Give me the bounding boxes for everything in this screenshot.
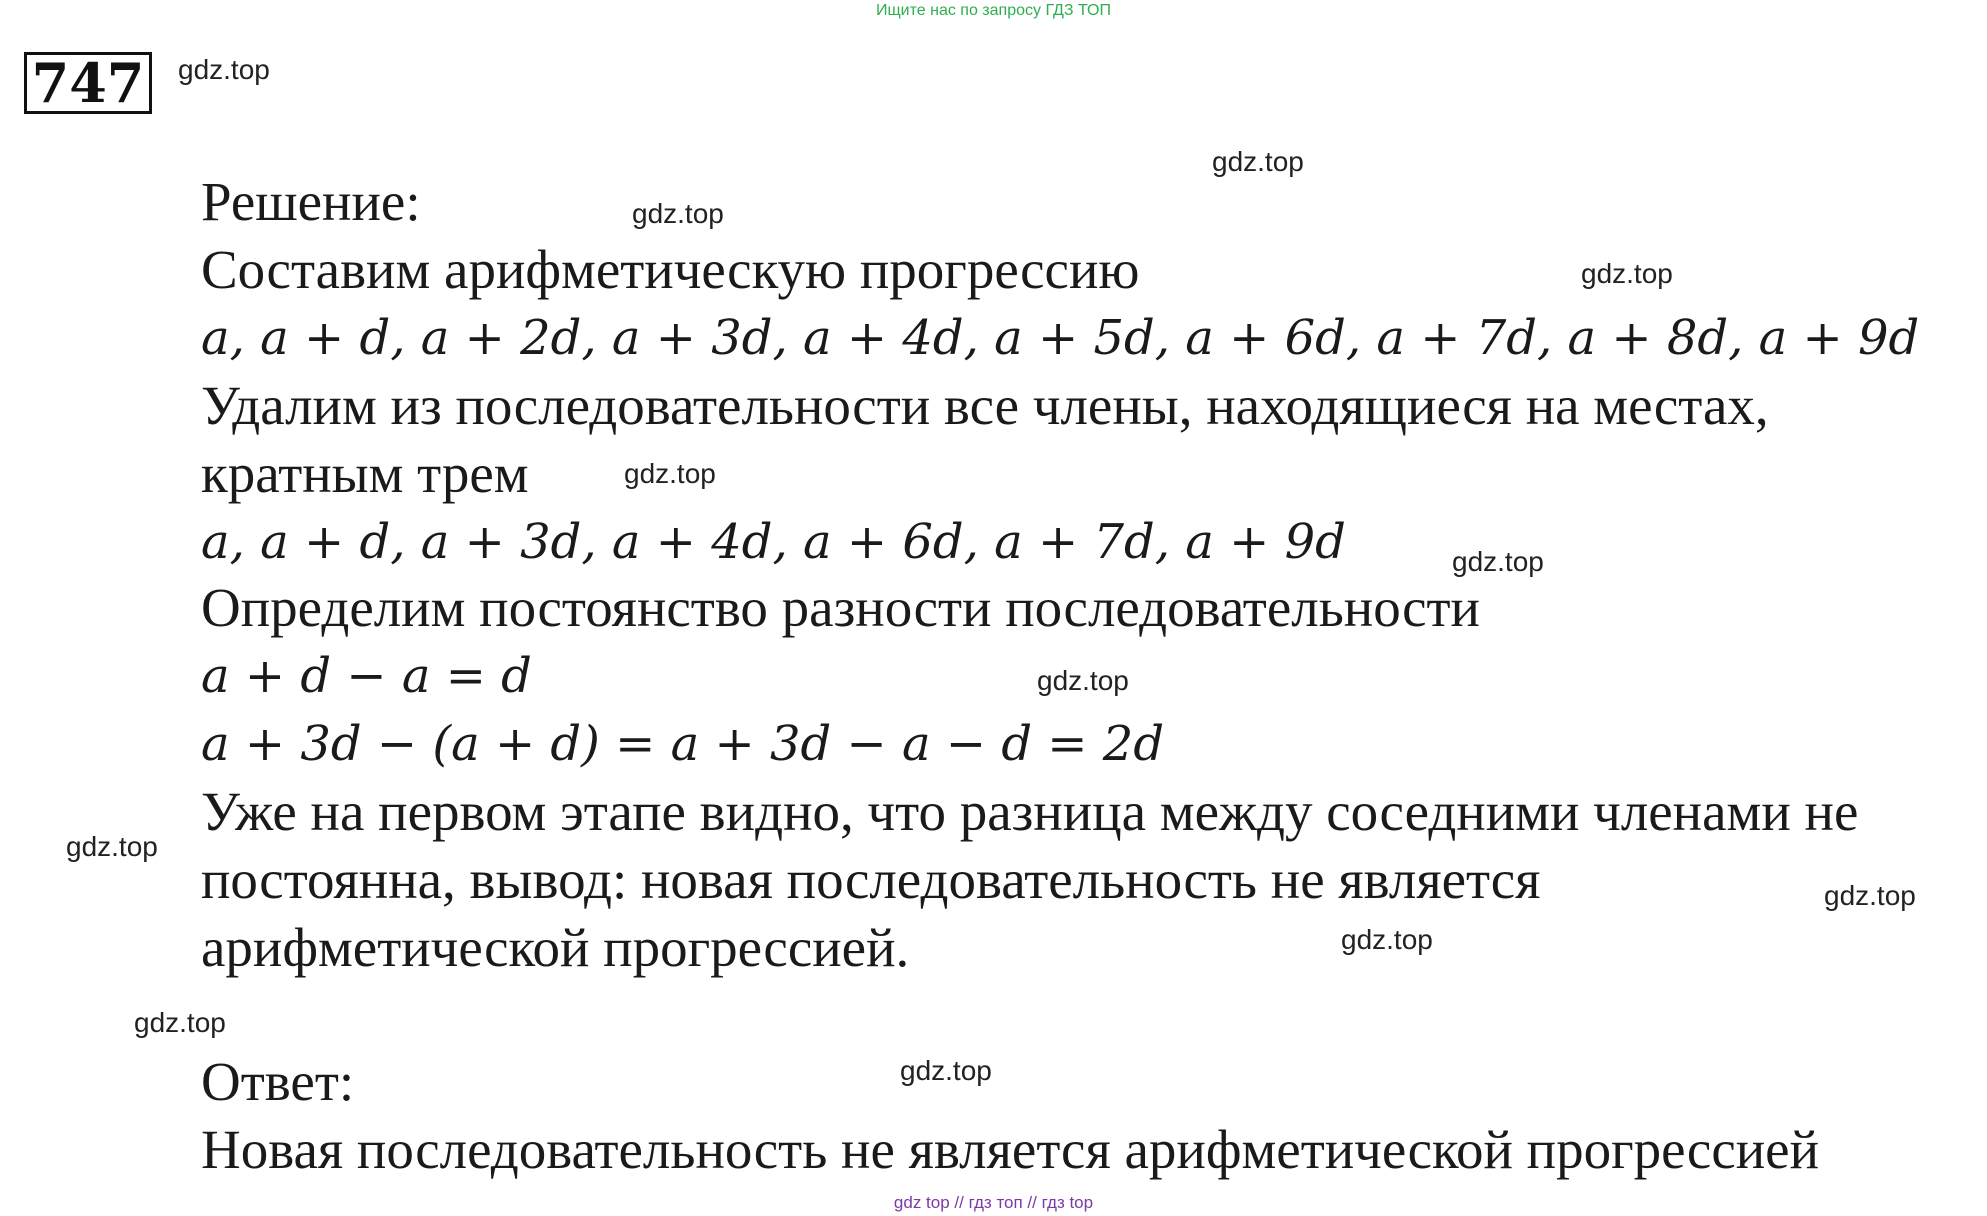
text-line: Составим арифметическую прогрессию xyxy=(201,239,1140,300)
watermark: gdz.top xyxy=(900,1055,992,1086)
text-line: Определим постоянство разности последовательности xyxy=(201,577,1480,638)
formula-line: a + d − a = d xyxy=(201,648,532,704)
formula-line: a + 3d − (a + d) = a + 3d − a − d = 2d xyxy=(201,716,1165,772)
watermark: gdz.top xyxy=(1341,924,1433,955)
formula-line: a, a + d, a + 2d, a + 3d, a + 4d, a + 5d, a + 6d, a + 7d, a + 8d, a + 9d xyxy=(201,310,1920,366)
text-line: Удалим из последовательности все члены, находящиеся на местах, xyxy=(201,375,1769,436)
solution-heading: Решение: xyxy=(201,171,421,232)
task-number: 747 xyxy=(24,52,152,114)
watermark: gdz.top xyxy=(1452,546,1544,577)
watermark: gdz.top xyxy=(66,831,158,862)
top-banner: Ищите нас по запросу ГДЗ ТОП xyxy=(876,2,1111,19)
text-line: постоянна, вывод: новая последовательность не является xyxy=(201,849,1541,910)
watermark: gdz.top xyxy=(1581,258,1673,289)
watermark: gdz.top xyxy=(624,458,716,489)
watermark: gdz.top xyxy=(134,1007,226,1038)
text-line: кратным трем xyxy=(201,443,529,504)
watermark: gdz.top xyxy=(178,54,270,85)
answer-heading: Ответ: xyxy=(201,1051,355,1112)
answer-text: Новая последовательность не является арифметической прогрессией xyxy=(201,1119,1820,1180)
watermark: gdz.top xyxy=(1037,665,1129,696)
watermark: gdz.top xyxy=(1212,146,1304,177)
footer-watermark: gdz top // гдз топ // гдз top xyxy=(893,1193,1094,1212)
text-line: арифметической прогрессией. xyxy=(201,917,910,978)
text-line: Уже на первом этапе видно, что разница между соседними членами не xyxy=(201,781,1859,842)
formula-line: a, a + d, a + 3d, a + 4d, a + 6d, a + 7d, a + 9d xyxy=(201,514,1346,570)
watermark: gdz.top xyxy=(1824,880,1916,911)
watermark: gdz.top xyxy=(632,198,724,229)
